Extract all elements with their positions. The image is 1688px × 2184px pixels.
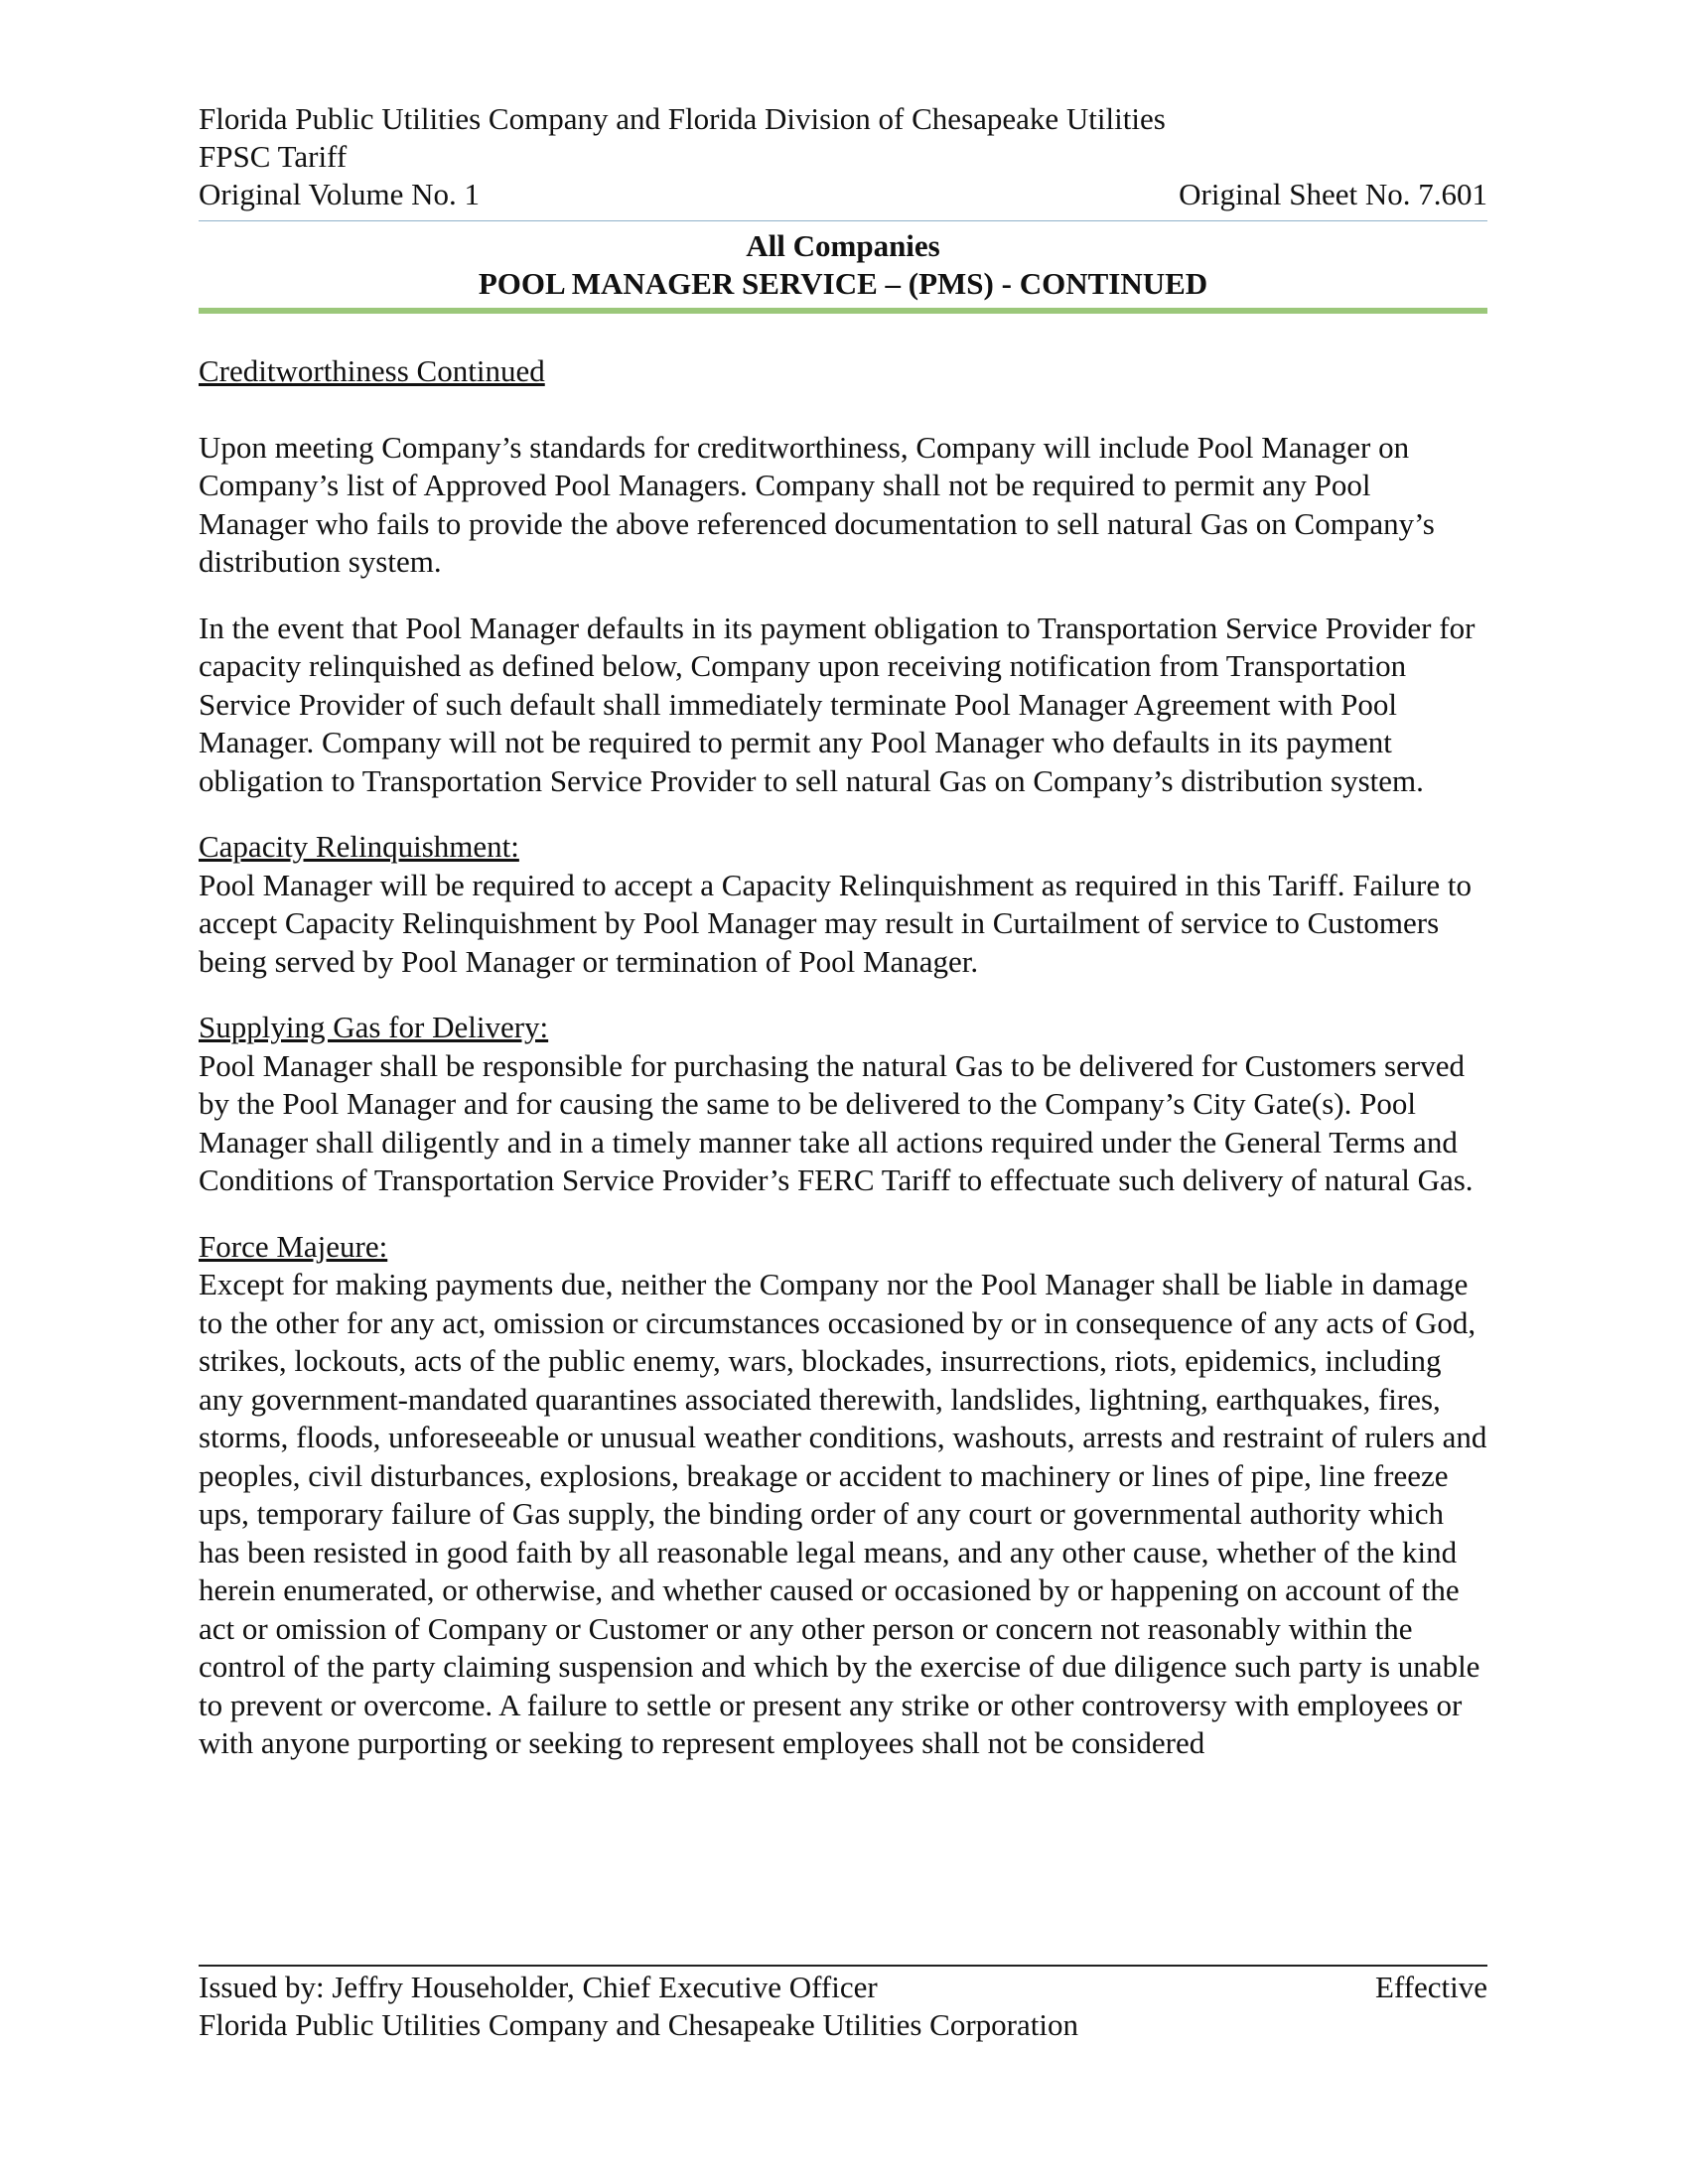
section-heading-capacity: Capacity Relinquishment: (199, 829, 519, 864)
paragraph-creditworthiness-1: Upon meeting Company’s standards for creditworthiness, Company will include Pool Manager on Company’s list of Approved Pool Managers. Company shall not be required to permit any Pool Manager who fails to provide the above referenced documentation to sell natural Gas on Company’s distribution system. (199, 429, 1435, 579)
header-tariff-line: FPSC Tariff (199, 139, 348, 174)
header-volume: Original Volume No. 1 (199, 177, 481, 211)
header-sheet-number: Original Sheet No. 7.601 (1179, 177, 1487, 211)
section-heading-force-majeure: Force Majeure: (199, 1228, 388, 1264)
section-heading-supplying-gas: Supplying Gas for Delivery: (199, 1010, 549, 1044)
title-line-2: POOL MANAGER SERVICE – (PMS) - CONTINUED (478, 266, 1208, 301)
header-company-line: Florida Public Utilities Company and Florida Division of Chesapeake Utilities (199, 101, 1166, 136)
footer-effective: Effective (1374, 1970, 1487, 2004)
page-title (199, 227, 1487, 303)
title-line-1: All Companies (746, 228, 940, 263)
section-heading-creditworthiness: Creditworthiness Continued (199, 353, 545, 388)
title-divider (199, 308, 1487, 314)
footer-issued-by: Issued by: Jeffry Householder, Chief Executive Officer (199, 1970, 878, 2004)
footer-divider (199, 1965, 1487, 1967)
paragraph-force-majeure: Except for making payments due, neither the Company nor the Pool Manager shall be liable in damage to the other for any act, omission or circumstances occasioned by or in consequence of any acts of God, strikes, lockouts, acts of the public enemy, wars, blockades, insurrections, riots, epidemics, including any government-mandated quarantines associated therewith, landslides, lightning, earthquakes, fires, storms, floods, unforeseeable or unusual weather conditions, washouts, arrests and restraint of rulers and peoples, civil disturbances, explosions, breakage or accident to machinery or lines of pipe, line freeze ups, temporary failure of Gas supply, the binding order of any court or governmental authority which has been resisted in good faith by all reasonable legal means, and any other cause, whether of the kind herein enumerated, or otherwise, and whether caused or occasioned by or happening on account of the act or omission of Company or Customer or any other person or concern not reasonably within the control of the party claiming suspension and which by the exercise of due diligence such party is unable to prevent or overcome. A failure to settle or present any strike or other controversy with employees or with anyone purporting or seeking to represent employees shall not be considered (199, 1267, 1487, 1760)
paragraph-creditworthiness-2: In the event that Pool Manager defaults in its payment obligation to Transportation Service Provider for capacity relinquished as defined below, Company upon receiving notification from Transportation Service Provider of such default shall immediately terminate Pool Manager Agreement with Pool Manager. Company will not be required to permit any Pool Manager who defaults in its payment obligation to Transportation Service Provider to sell natural Gas on Company’s distribution system. (199, 610, 1476, 798)
document-body (199, 352, 1487, 1763)
paragraph-supplying-gas: Pool Manager shall be responsible for purchasing the natural Gas to be delivered for Customers served by the Pool Manager and for causing the same to be delivered to the Company’s City Gate(s). Pool Manager shall diligently and in a timely manner take all actions required under the General Terms and Conditions of Transportation Service Provider’s FERC Tariff to effectuate such delivery of natural Gas. (199, 1047, 1474, 1197)
header-divider (199, 220, 1487, 221)
footer (199, 1969, 1487, 2044)
paragraph-capacity: Pool Manager will be required to accept a Capacity Relinquishment as required in this Tariff. Failure to accept Capacity Relinquishment by Pool Manager may result in Curtailment of service to Customers being served by Pool Manager or termination of Pool Manager. (199, 867, 1472, 979)
header-volume-sheet-row (199, 176, 1487, 213)
footer-company: Florida Public Utilities Company and Chesapeake Utilities Corporation (199, 2007, 1078, 2042)
